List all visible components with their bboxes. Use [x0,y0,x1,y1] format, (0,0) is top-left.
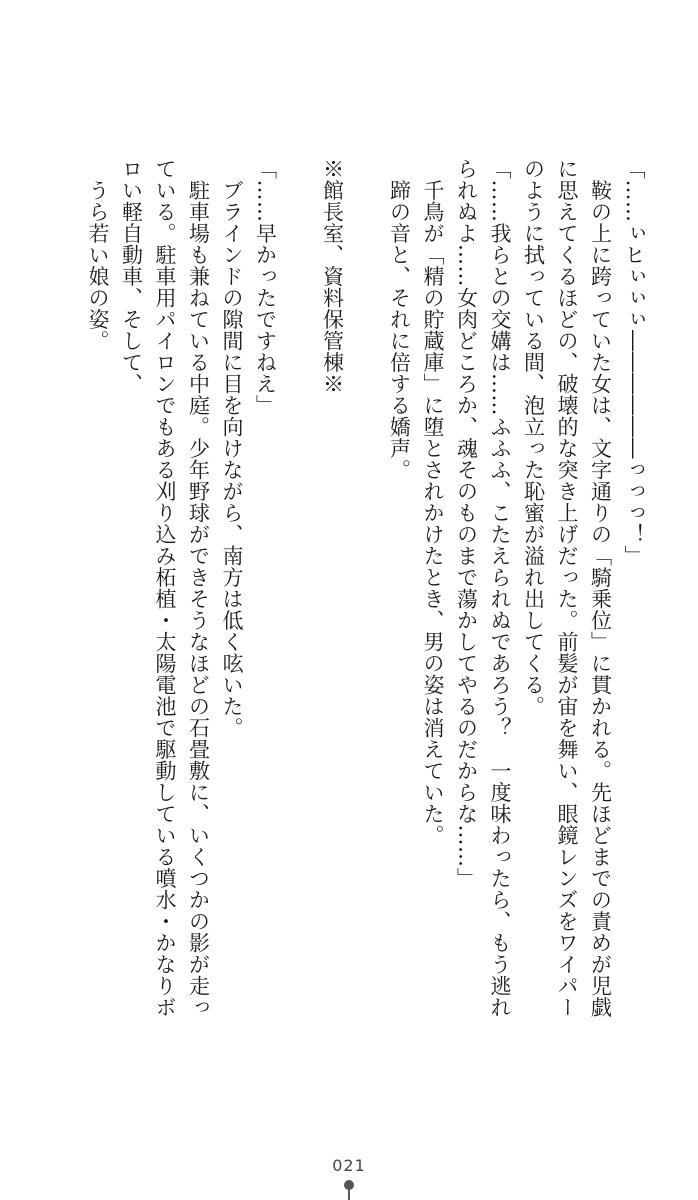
text-line: 千鳥が「精の貯蔵庫」に堕とされかけたとき、男の姿は消えていた。 [421,158,445,846]
text-line: 蹄の音と、それに倍する嬌声。 [387,158,412,481]
text-line: のように拭っている間、泡立った恥蜜が溢れ出してくる。 [521,158,546,717]
page-ornament-icon [343,1180,355,1200]
text-line: 「……我らとの交媾は……ふふふ、こたえられぬであろう？ 一度味わったら、もう逃れ [488,158,512,1018]
blank-line [282,158,316,1078]
text-line: 駐車場も兼ねている中庭。少年野球ができそうなほどの石畳敷に、いくつかの影が走っ [186,158,211,1018]
text-line: ている。駐車用パイロンでもある刈り込み柘植・太陽電池で駆動している噴水・かなりボ [153,158,177,1018]
text-line: 「……早かったですねえ」 [253,158,278,416]
blank-line [349,158,383,1078]
page-number: 021 [332,1156,366,1175]
section-heading: ※館長室、資料保管棟※ [320,158,345,395]
text-line: 鞍の上に跨っていた女は、文字通りの「騎乗位」に貫かれる。先ほどまでの責めが児戯 [588,158,613,1018]
text-line: に思えてくるほどの、破壊的な突き上げだった。前髪が宙を舞い、眼鏡レンズをワイパー [555,158,579,1018]
vertical-text-body [50,158,650,1078]
text-line: ロい軽自動車、そして、 [119,158,144,395]
text-line: うら若い娘の姿。 [86,158,110,352]
text-line: られぬよ……女肉どころか、魂そのものまで蕩かしてやるのだからな……」 [454,158,479,889]
text-line: ブラインドの隙間に目を向けながら、南方は低く呟いた。 [220,158,244,739]
text-line: 「……ぃヒぃぃぃ――――――っっっ！」 [622,158,646,567]
